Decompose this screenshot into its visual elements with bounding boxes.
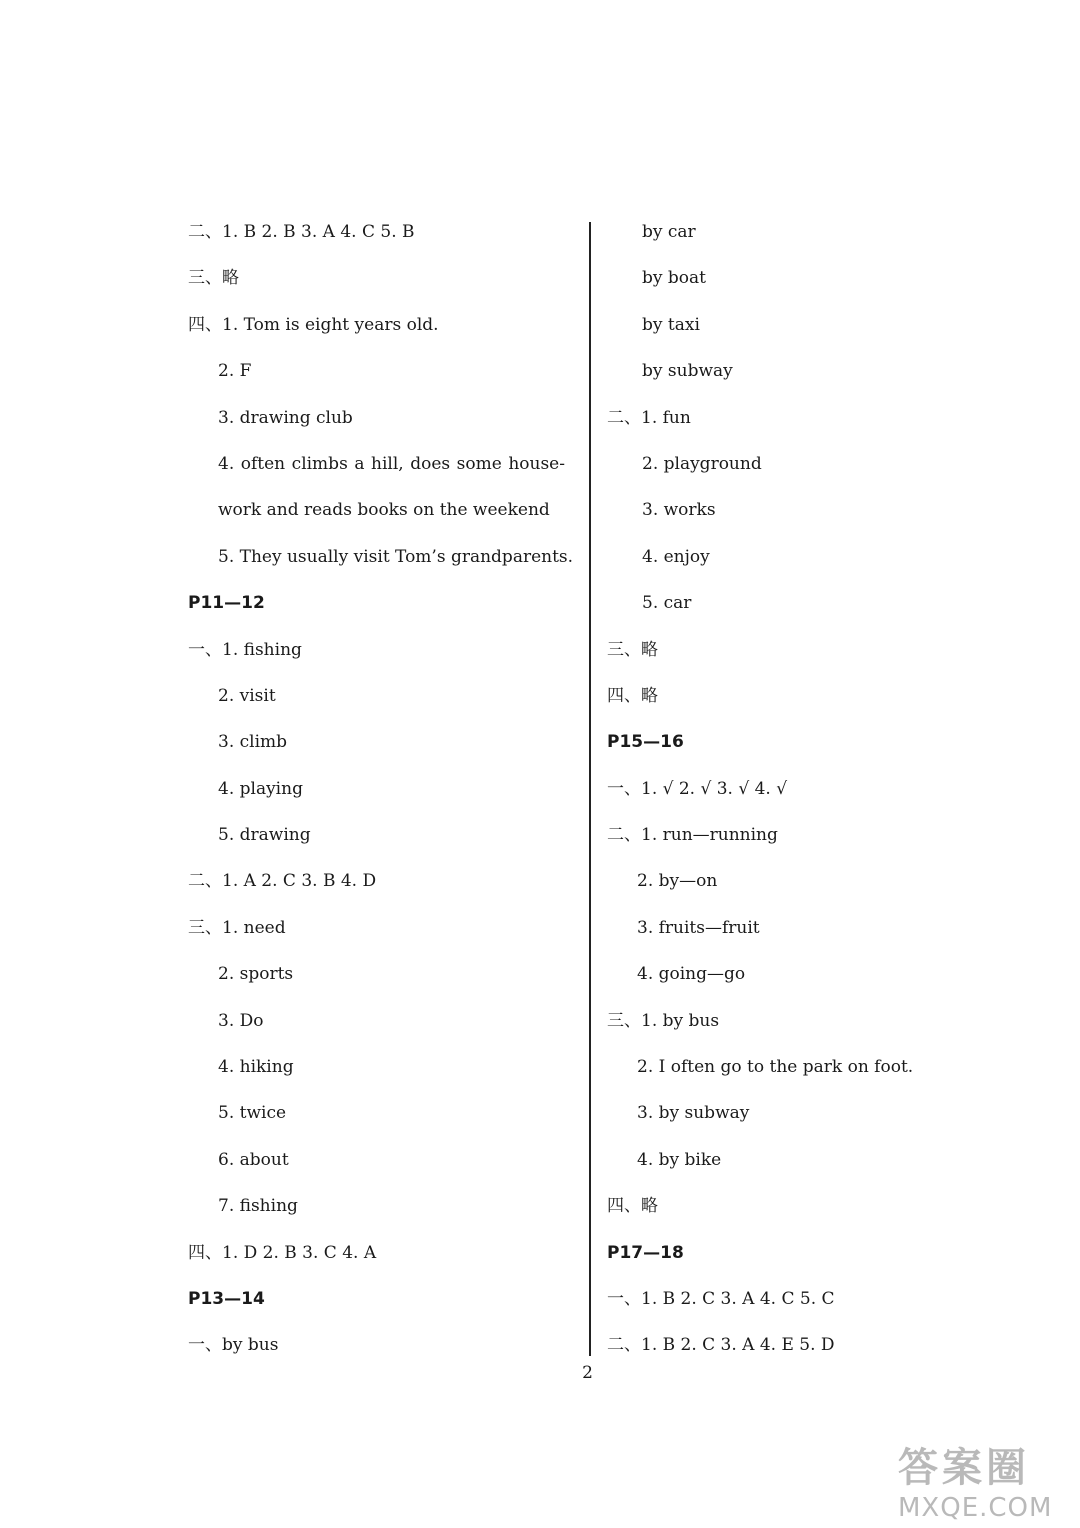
page-number: 2 [582,1363,593,1383]
answer-line: 3. by subway [637,1103,750,1124]
left-column [188,214,580,1374]
answer-line: 4. by bike [637,1149,722,1170]
answer-line: 6. about [218,1149,289,1170]
answer-line: 4. enjoy [642,546,710,567]
watermark-title: 答案圈 [898,1445,1030,1491]
answer-line: 三、略 [607,639,658,660]
answer-line: 2. by—on [637,871,718,892]
answer-line: work and reads books on the weekend [218,500,550,521]
answer-line: 三、略 [188,268,239,289]
answer-line: 四、略 [607,685,658,706]
answer-line: 二、1. B 2. B 3. A 4. C 5. B [188,222,415,242]
column-divider [589,222,591,1356]
answer-line: 2. playground [642,453,762,474]
answer-line: 三、1. need [188,917,286,938]
answer-line: 2. visit [218,685,276,706]
answer-line: 三、1. by bus [607,1010,720,1031]
answer-line: 四、1. Tom is eight years old. [188,314,439,335]
answer-line: 3. climb [218,732,288,753]
watermark-url: MXQE.COM [898,1493,1053,1523]
answer-line: 4. playing [218,778,303,799]
answer-line: 二、1. A 2. C 3. B 4. D [188,871,377,892]
answer-line: 5. drawing [218,825,311,846]
answer-line: 一、1. fishing [188,639,302,660]
answer-line: 3. fruits—fruit [637,917,760,938]
section-heading: P17—18 [607,1242,684,1263]
answer-line: 7. fishing [218,1196,298,1217]
answer-line: by car [642,222,696,242]
answer-line: 2. F [218,361,252,382]
answer-line: 5. They usually visit Tom’s grandparents. [218,546,574,567]
watermark-logo [898,1436,1074,1524]
answer-line: 二、1. run—running [607,825,778,846]
section-heading: P11—12 [188,593,265,614]
answer-line: 2. sports [218,964,294,985]
answer-line: 4. going—go [637,964,746,985]
right-column [607,214,987,1374]
answer-line: 二、1. fun [607,407,691,428]
answer-line: 一、1. B 2. C 3. A 4. C 5. C [607,1288,835,1309]
answer-line: 5. car [642,593,692,614]
section-heading: P13—14 [188,1288,265,1309]
answer-line: 二、1. B 2. C 3. A 4. E 5. D [607,1335,835,1356]
answer-line: 2. I often go to the park on foot. [637,1057,914,1078]
answer-line: 3. drawing club [218,407,353,428]
section-heading: P15—16 [607,732,684,753]
answer-line: 四、1. D 2. B 3. C 4. A [188,1242,377,1263]
answer-line: 3. Do [218,1010,264,1031]
answer-line: 一、by bus [188,1335,279,1356]
answer-line: 一、1. √ 2. √ 3. √ 4. √ [607,778,788,799]
answer-line: 3. works [642,500,716,521]
answer-line: 4. hiking [218,1057,294,1078]
answer-line: 四、略 [607,1196,658,1217]
answer-line: 4. often climbs a hill, does some house- [218,453,565,474]
answer-line: by taxi [642,314,700,335]
answer-line: by boat [642,268,706,289]
answer-line: by subway [642,361,733,382]
answer-line: 5. twice [218,1103,287,1124]
